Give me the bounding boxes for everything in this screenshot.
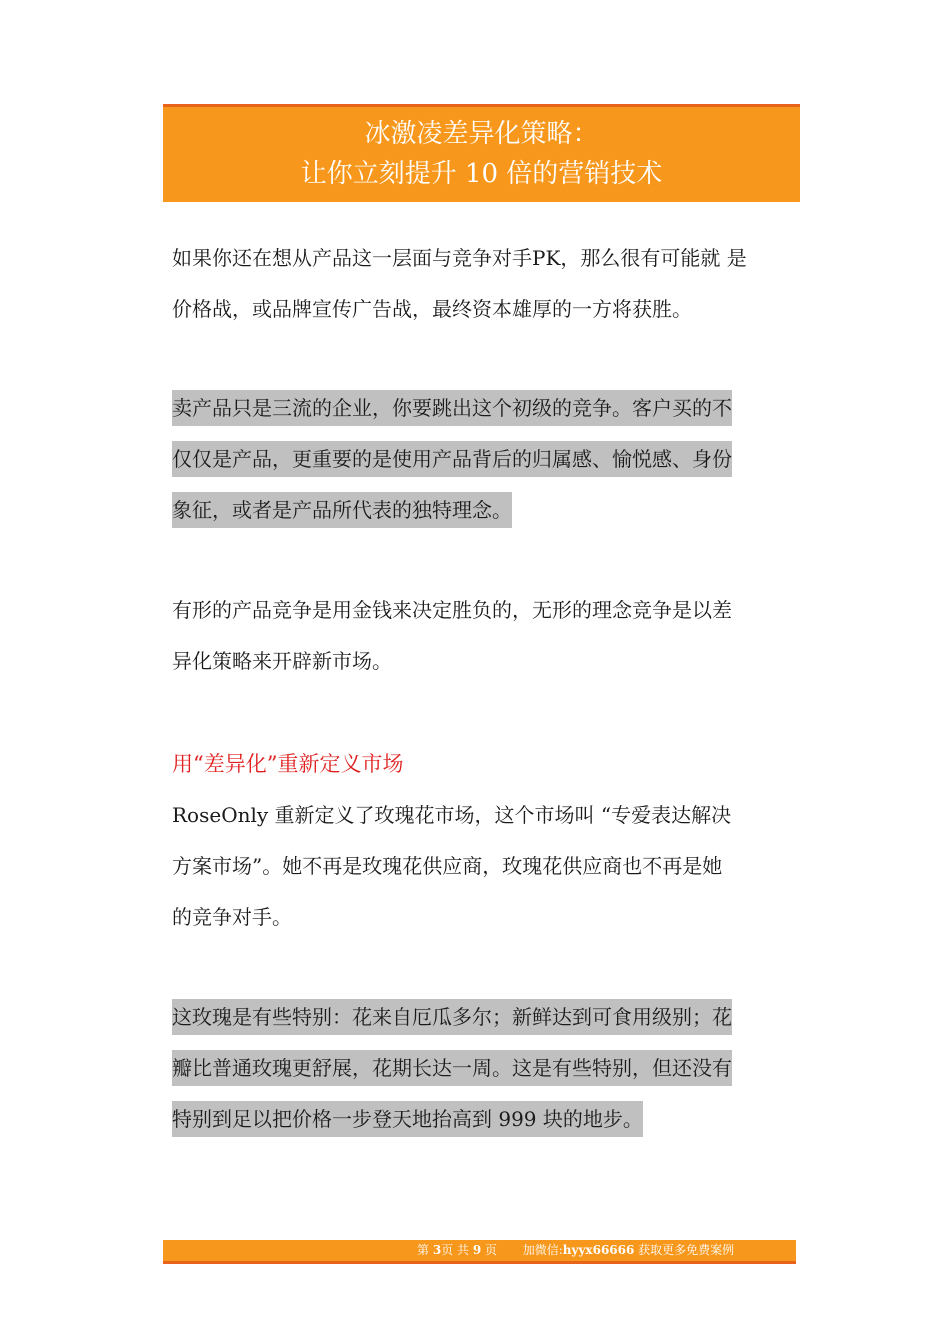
- highlighted-line: 特别到足以把价格一步登天地抬高到 999 块的地步。: [172, 1101, 643, 1137]
- paragraph-competition: [172, 585, 792, 687]
- text-line: 的竞争对手。: [172, 905, 292, 929]
- section-heading: 用“差异化”重新定义市场: [172, 752, 404, 776]
- highlighted-line: 这玫瑰是有些特别：花来自厄瓜多尔；新鲜达到可食用级别；花: [172, 999, 732, 1035]
- wechat-id: hyyx66666: [562, 1243, 635, 1257]
- title-banner: [163, 104, 800, 202]
- wechat-label: 加微信:: [522, 1243, 563, 1257]
- paragraph-highlight-1: [172, 390, 792, 543]
- page-mid-text: 页 共: [441, 1243, 470, 1257]
- text-line: 如果你还在想从产品这一层面与竞争对手PK，那么很有可能就 是: [172, 246, 747, 270]
- page-prefix: 第: [417, 1243, 430, 1257]
- total-pages-number: 9: [472, 1243, 482, 1257]
- paragraph-highlight-2: [172, 999, 792, 1152]
- title-line-2: 让你立刻提升 10 倍的营销技术: [300, 159, 663, 189]
- text-line: 方案市场”。她不再是玫瑰花供应商，玫瑰花供应商也不再是她: [172, 854, 723, 878]
- highlighted-line: 瓣比普通玫瑰更舒展，花期长达一周。这是有些特别，但还没有: [172, 1050, 732, 1086]
- title-line-1: 冰激凌差异化策略：: [364, 119, 599, 149]
- paragraph-roseonly: [172, 790, 792, 943]
- text-line: 异化策略来开辟新市场。: [172, 649, 392, 673]
- current-page-number: 3: [432, 1243, 442, 1257]
- paragraph-intro: [172, 233, 792, 335]
- text-line: 有形的产品竞争是用金钱来决定胜负的，无形的理念竞争是以差: [172, 598, 732, 622]
- page-footer: [163, 1240, 796, 1264]
- highlighted-line: 仅仅是产品，更重要的是使用产品背后的归属感、愉悦感、身份: [172, 441, 732, 477]
- page-suffix: 页: [485, 1243, 498, 1257]
- text-line: 价格战，或品牌宣传广告战，最终资本雄厚的一方将获胜。: [172, 297, 692, 321]
- text-line: RoseOnly 重新定义了玫瑰花市场，这个市场叫 “专爱表达解决: [172, 803, 732, 827]
- promo-text: 获取更多免费案例: [638, 1243, 735, 1257]
- highlighted-line: 象征，或者是产品所代表的独特理念。: [172, 492, 512, 528]
- highlighted-line: 卖产品只是三流的企业，你要跳出这个初级的竞争。客户买的不: [172, 390, 732, 426]
